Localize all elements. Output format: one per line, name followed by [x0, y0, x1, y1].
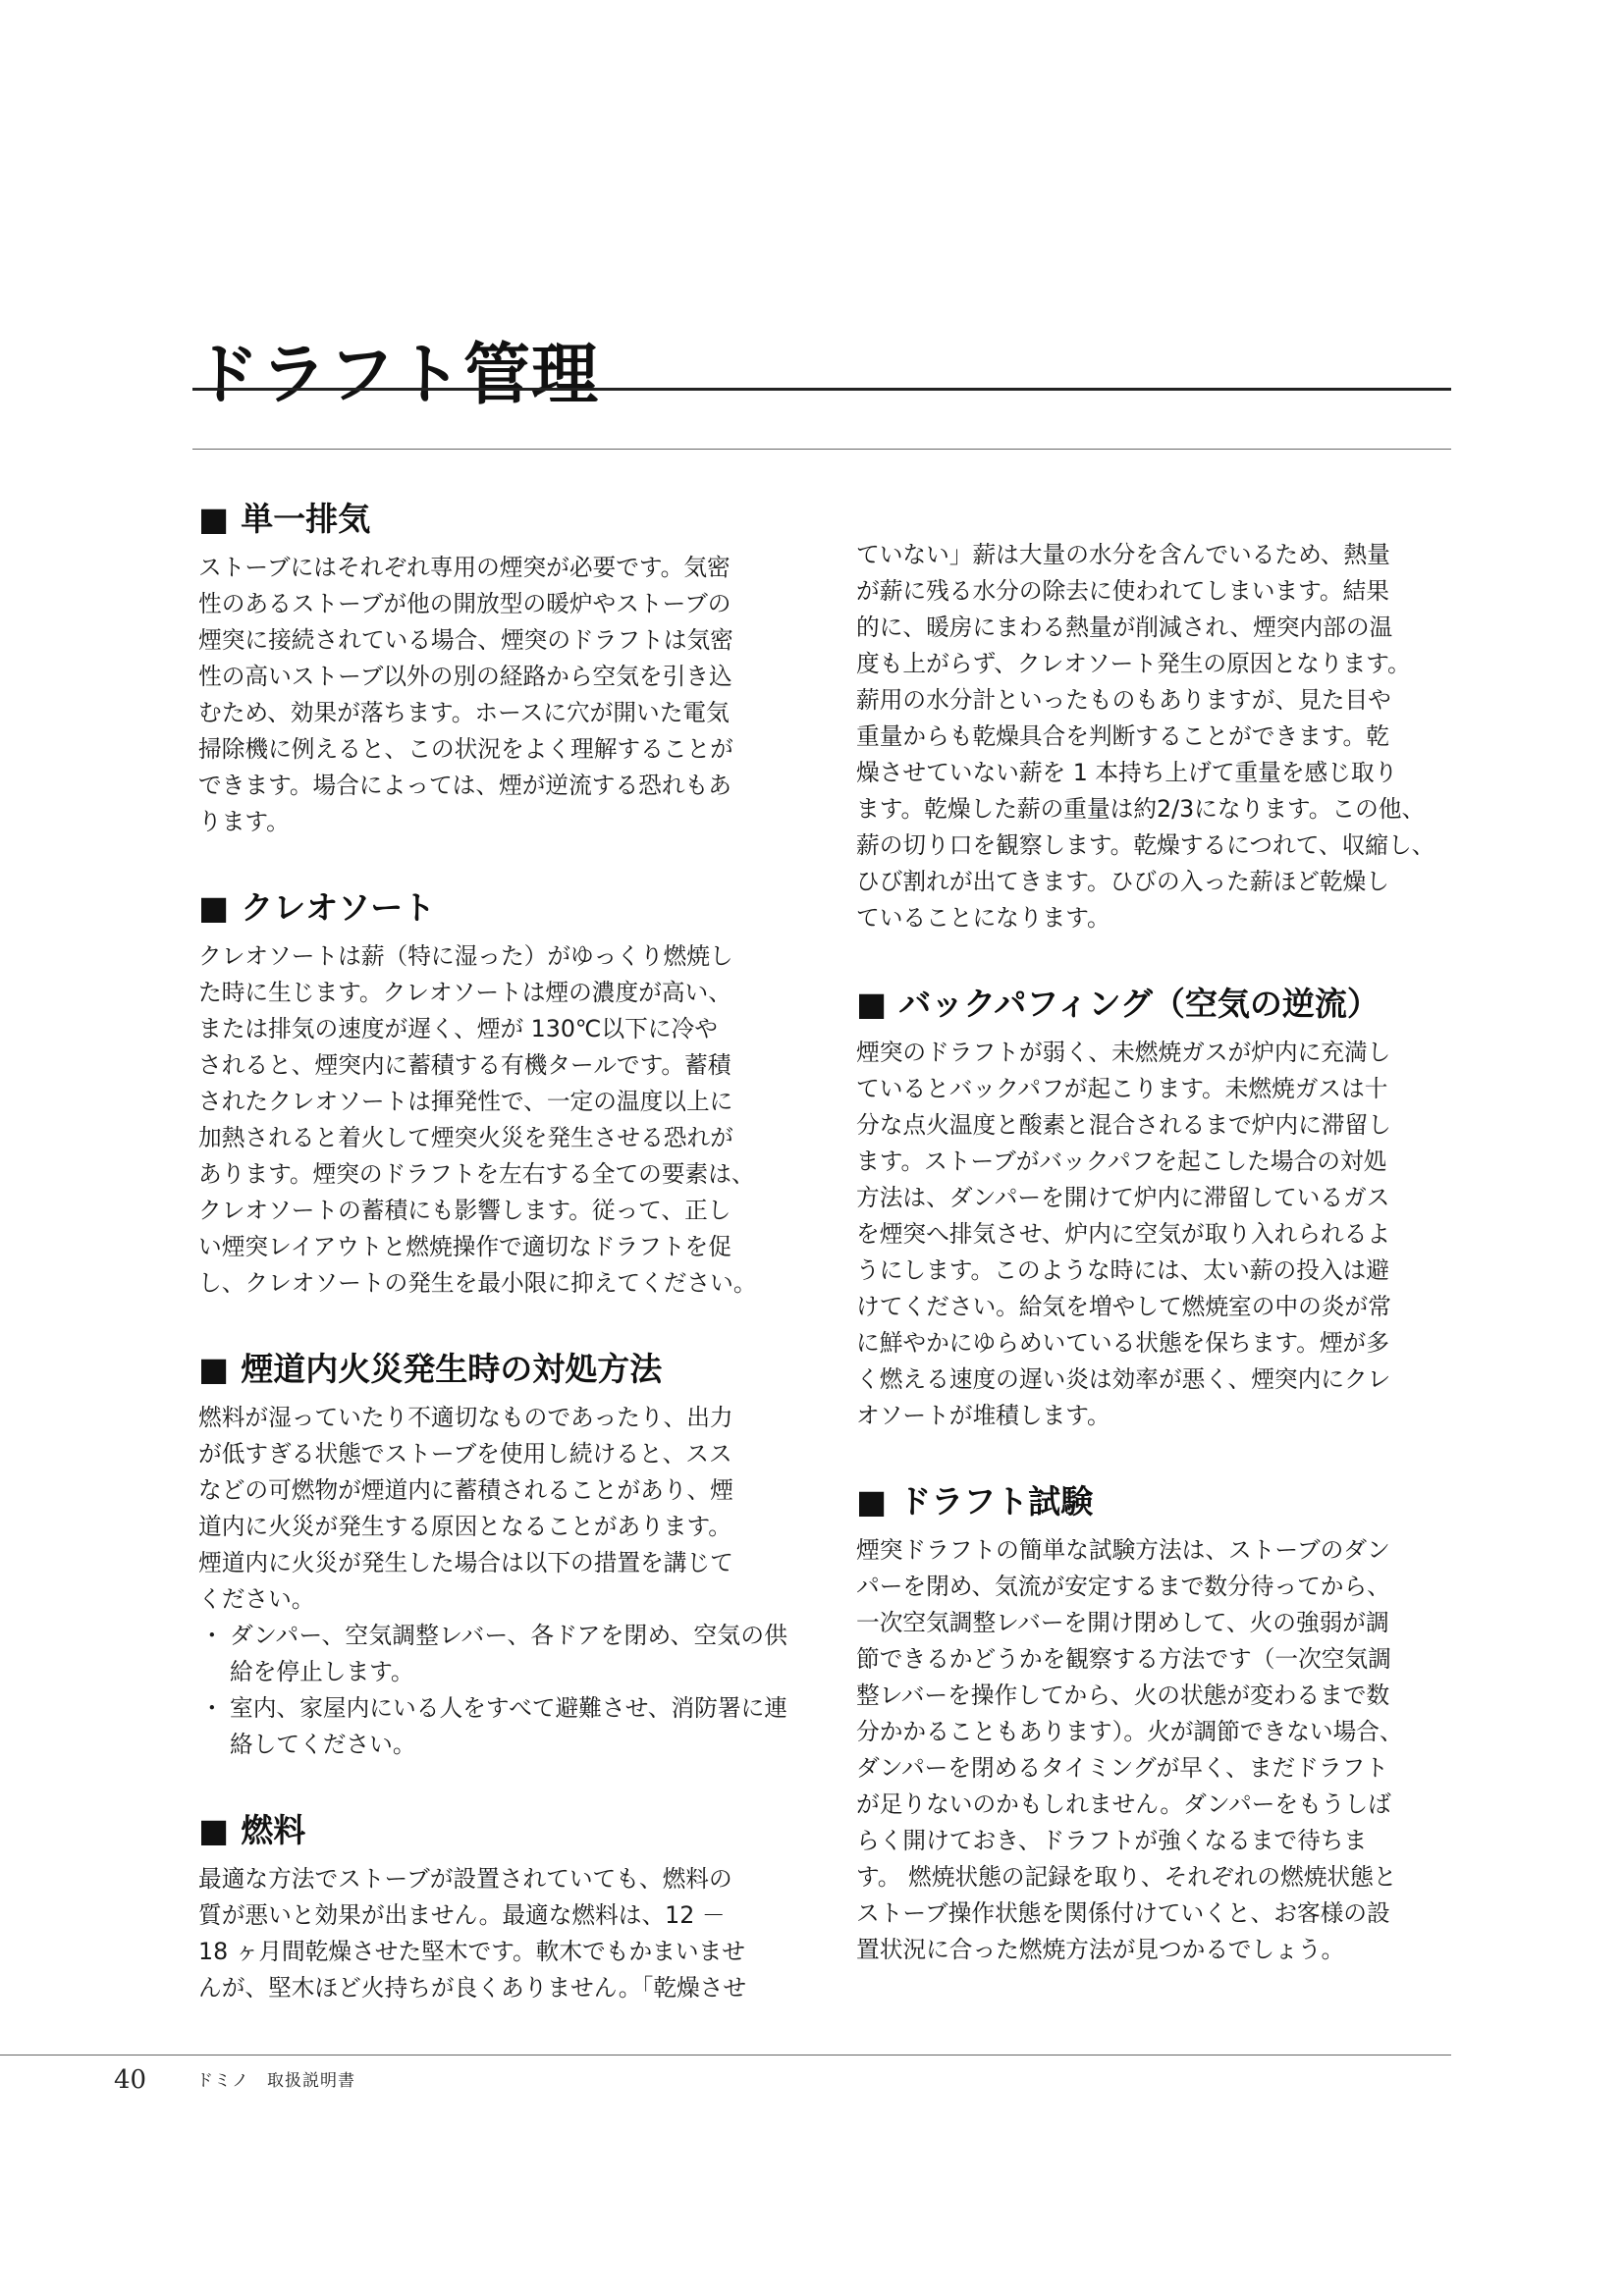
- section-creosote: [198, 878, 787, 1302]
- heading-text: クレオソート: [241, 888, 436, 927]
- section-fuel: [198, 1800, 787, 2006]
- left-column: [198, 489, 787, 2006]
- section-body: ストーブにはそれぞれ専用の煙突が必要です。気密 性のあるストーブが他の開放型の暖炉やストーブの 煙突に接続されている場合、煙突のドラフトは気密 性の高いストーブ以外の別の経路から空気を引き込 むため、効果が落ちます。ホースに穴が開いた電気 掃除機に例えると、この状況をよく理解することが できます。場合によっては、煙が逆流する恐れもあ ります。: [198, 554, 733, 835]
- section-single-exhaust: [198, 489, 787, 840]
- section-draft-test: [856, 1471, 1445, 1968]
- section-body: 煙突ドラフトの簡単な試験方法は、ストーブのダン パーを閉め、気流が安定するまで数分待ってから、 一次空気調整レバーを開け閉めして、火の強弱が調 節できるかどうかを観察する方法です（一次空気調 整レバーを操作してから、火の状態が変わるまで数 分かかることもあります）。火が調節できない場合、 ダンパーを閉めるタイミングが早く、まだドラフト が足りないのかもしれません。ダンパーをもうしば らく開けておき、ドラフトが強くなるまで待ちま す。 燃焼状態の記録を取り、それぞれの燃焼状態と ストーブ操作状態を関係付けていくと、お客様の設 置状況に合った燃焼方法が見つかるでしょう。: [856, 1536, 1403, 1963]
- section-gap: [198, 840, 787, 878]
- header-divider: [192, 449, 1451, 450]
- section-gap: [198, 1302, 787, 1339]
- square-bullet-icon: ■: [198, 1811, 230, 1849]
- heading-text: ドラフト試験: [898, 1482, 1094, 1521]
- section-heading: [856, 974, 1445, 1035]
- section-flue-fire: [198, 1339, 787, 1763]
- section-gap: [198, 1763, 787, 1800]
- bullet-dot-icon: ・: [200, 1694, 224, 1722]
- section-backpuffing: [856, 974, 1445, 1434]
- section-body: クレオソートは薪（特に湿った）がゆっくり燃焼し た時に生じます。クレオソートは煙の濃度が高い、 または排気の速度が遅く、煙が 130℃以下に冷や されると、煙突内に蓄積する有機タールです。蓄積 されたクレオソートは揮発性で、一定の温度以上に 加熱されると着火して煙突火災を発生させる恐れが あります。煙突のドラフトを左右する全ての要素は、 クレオソートの蓄積にも影響します。従って、正し い煙突レイアウトと燃焼操作で適切なドラフトを促 し、クレオソートの発生を最小限に抑えてください。: [198, 942, 757, 1297]
- title-underline: [192, 388, 1451, 391]
- section-body: 燃料が湿っていたり不適切なものであったり、出力 が低すぎる状態でストーブを使用し続けると、スス などの可燃物が煙道内に蓄積されることがあり、煙 道内に火災が発生する原因となることがあります。 煙道内に火災が発生した場合は以下の措置を講じて ください。: [198, 1404, 733, 1613]
- bullet-dot-icon: ・: [200, 1622, 224, 1649]
- action-list: [198, 1618, 787, 1763]
- section-fuel-continued: ていない」薪は大量の水分を含んでいるため、熱量 が薪に残る水分の除去に使われてしまいます。結果 的に、暖房にまわる熱量が削減され、煙突内部の温 度も上がらず、クレオソート発生の原因となります。 薪用の水分計といったものもありますが、見た目や 重量からも乾燥具合を判断することができます。乾 燥させていない薪を 1 本持ち上げて重量を感じ取り ます。乾燥した薪の重量は約2/3になります。この他、 薪の切り口を観察します。乾燥するにつれて、収縮し、 ひび割れが出てきます。ひびの入った薪ほど乾燥し ていることになります。: [856, 541, 1435, 932]
- square-bullet-icon: ■: [198, 500, 230, 538]
- section-heading: [198, 1339, 787, 1400]
- heading-text: バックパフィング（空気の逆流）: [898, 985, 1380, 1023]
- square-bullet-icon: ■: [198, 888, 230, 927]
- heading-text: 単一排気: [241, 500, 371, 538]
- section-heading: [198, 878, 787, 938]
- list-item-text: 室内、家屋内にいる人をすべて避難させ、消防署に連絡してください。: [230, 1694, 787, 1758]
- section-heading: [198, 489, 787, 550]
- square-bullet-icon: ■: [198, 1350, 230, 1388]
- page-title: ドラフト管理: [192, 335, 600, 414]
- page-number: 40: [114, 2065, 147, 2095]
- section-heading: [856, 1471, 1445, 1532]
- square-bullet-icon: ■: [856, 1482, 888, 1521]
- right-column: [856, 537, 1445, 1968]
- section-body: 最適な方法でストーブが設置されていても、燃料の 質が悪いと効果が出ません。最適な燃料は、12 － 18 ヶ月間乾燥させた堅木です。軟木でもかまいませ んが、堅木ほど火持ちが良くありません。「乾燥させ: [198, 1865, 747, 2002]
- section-gap: [856, 1434, 1445, 1471]
- footer-label: ドミノ 取扱説明書: [196, 2071, 355, 2091]
- square-bullet-icon: ■: [856, 985, 888, 1023]
- list-item: [198, 1690, 787, 1763]
- heading-text: 燃料: [241, 1811, 306, 1849]
- heading-text: 煙道内火災発生時の対処方法: [241, 1350, 663, 1388]
- list-item-text: ダンパー、空気調整レバー、各ドアを閉め、空気の供給を停止します。: [230, 1622, 787, 1685]
- section-gap: [856, 936, 1445, 974]
- footer-divider: [0, 2055, 1451, 2056]
- section-heading: [198, 1800, 787, 1861]
- section-body: 煙突のドラフトが弱く、未燃焼ガスが炉内に充満し ているとバックパフが起こります。未燃焼ガスは十 分な点火温度と酸素と混合されるまで炉内に滞留し ます。ストーブがバックパフを起こした場合の対処 方法は、ダンパーを開けて炉内に滞留しているガス を煙突へ排気させ、炉内に空気が取り入れられるよ うにします。このような時には、太い薪の投入は避 けてください。給気を増やして燃焼室の中の炎が常 に鮮やかにゆらめいている状態を保ちます。煙が多 く燃える速度の遅い炎は効率が悪く、煙突内にクレ オソートが堆積します。: [856, 1039, 1391, 1429]
- list-item: [198, 1618, 787, 1690]
